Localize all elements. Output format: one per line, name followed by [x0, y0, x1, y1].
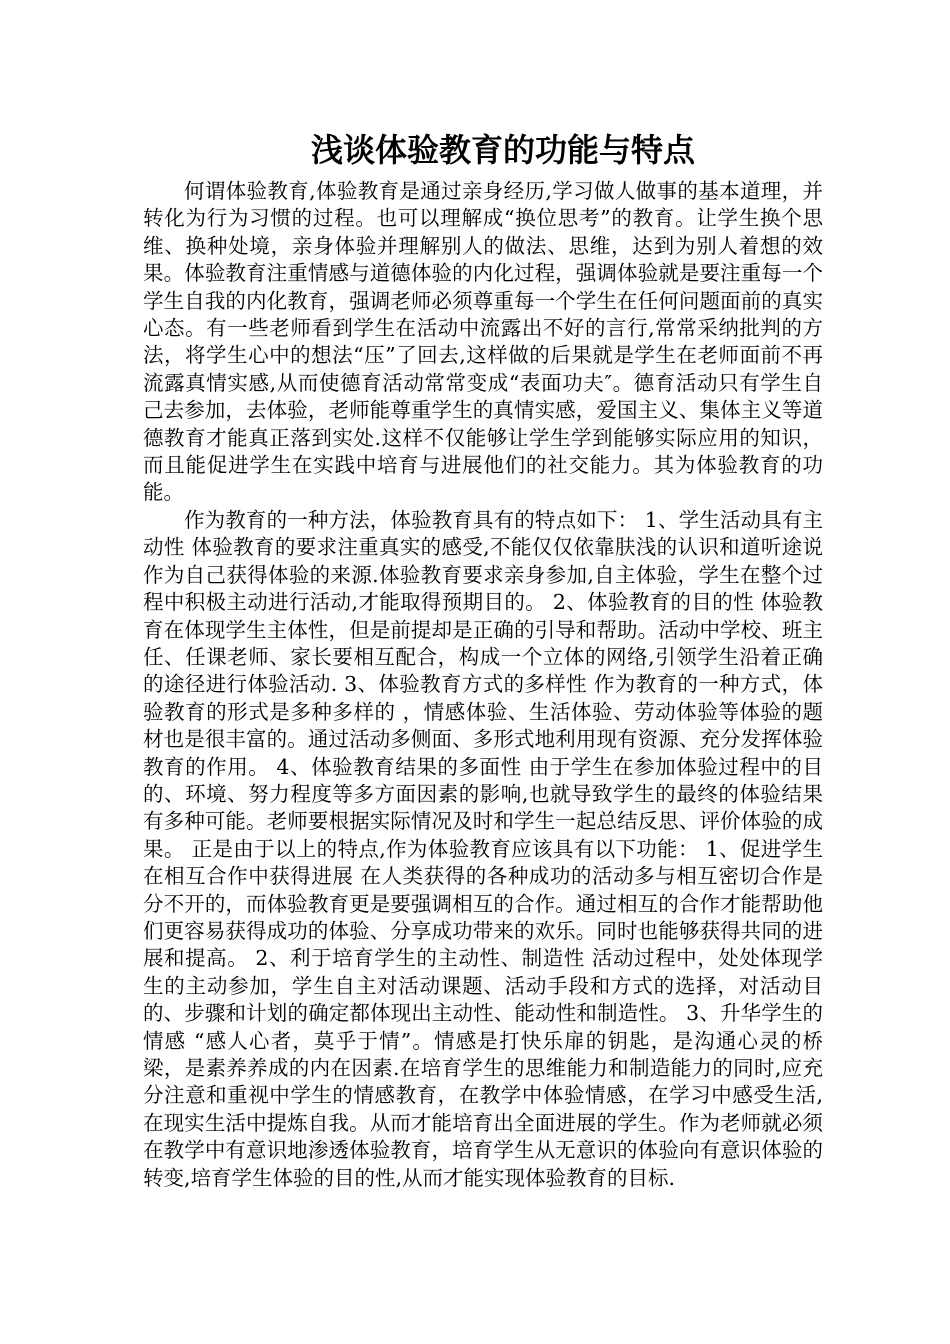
paragraph-functions: 何谓体验教育,体验教育是通过亲身经历,学习做人做事的基本道理，并转化为行为习惯的过程。也可以理解成“换位思考”的教育。让学生换个思维、换种处境，亲身体验并理解别人的做法、思维，达到为别人着想的效果。体验教育注重情感与道德体验的内化过程，强调体验就是要注重每一个学生自我的内化教育，强调老师必须尊重每一个学生在任何问题面前的真实心态。有一些老师看到学生在活动中流露出不好的言行,常常采纳批判的方法，将学生心中的想法“压”了回去,这样做的后果就是学生在老师面前不再流露真情实感,从而使德育活动常常变成“表面功夫″。德育活动只有学生自己去参加，去体验，老师能尊重学生的真情实感，爱国主义、集体主义等道德教育才能真正落到实处.这样不仅能够让学生学到能够实际应用的知识，而且能促进学生在实践中培育与进展他们的社交能力。其为体验教育的功能。 [143, 179, 823, 505]
document-title: 浅谈体验教育的功能与特点 [310, 131, 695, 169]
document-body [143, 128, 823, 1192]
paragraph-characteristics: 作为教育的一种方法，体验教育具有的特点如下： 1、学生活动具有主动性 体验教育的要求注重真实的感受,不能仅仅依靠肤浅的认识和道听途说作为自己获得体验的来源.体验教育要求亲身参加,自主体验，学生在整个过程中积极主动进行活动,才能取得预期目的。 2、体验教育的目的性 体验教育在体现学生主体性，但是前提却是正确的引导和帮助。活动中学校、班主任、任课老师、家长要相互配合，构成一个立体的网络,引领学生沿着正确的途径进行体验活动. 3、体验教育方式的多样性 作为教育的一种方式，体验教育的形式是多种多样的 ，情感体验、生活体验、劳动体验等体验的题材也是很丰富的。通过活动多侧面、多形式地利用现有资源、充分发挥体验教育的作用。 4、体验教育结果的多面性 由于学生在参加体验过程中的目的、环境、努力程度等多方面因素的影响,也就导致学生的最终的体验结果有多种可能。老师要根据实际情况及时和学生一起总结反思、评价体验的成果。 正是由于以上的特点,作为体验教育应该具有以下功能： 1、促进学生在相互合作中获得进展 在人类获得的各种成功的活动多与相互密切合作是分不开的，而体验教育更是要强调相互的合作。通过相互的合作才能帮助他们更容易获得成功的体验、分享成功带来的欢乐。同时也能够获得共同的进展和提高。 2、利于培育学生的主动性、制造性 活动过程中，处处体现学生的主动参加，学生自主对活动课题、活动手段和方式的选择，对活动目的、步骤和计划的确定都体现出主动性、能动性和制造性。 3、升华学生的情感 “感人心者，莫乎于情”。情感是打快乐扉的钥匙，是沟通心灵的桥梁，是素养养成的内在因素.在培育学生的思维能力和制造能力的同时,应充分注意和重视中学生的情感教育，在教学中体验情感，在学习中感受生活,在现实生活中提炼自我。从而才能培育出全面进展的学生。作为老师就必须在教学中有意识地渗透体验教育，培育学生从无意识的体验向有意识体验的转变,培育学生体验的目的性,从而才能实现体验教育的目标. [143, 507, 823, 1190]
